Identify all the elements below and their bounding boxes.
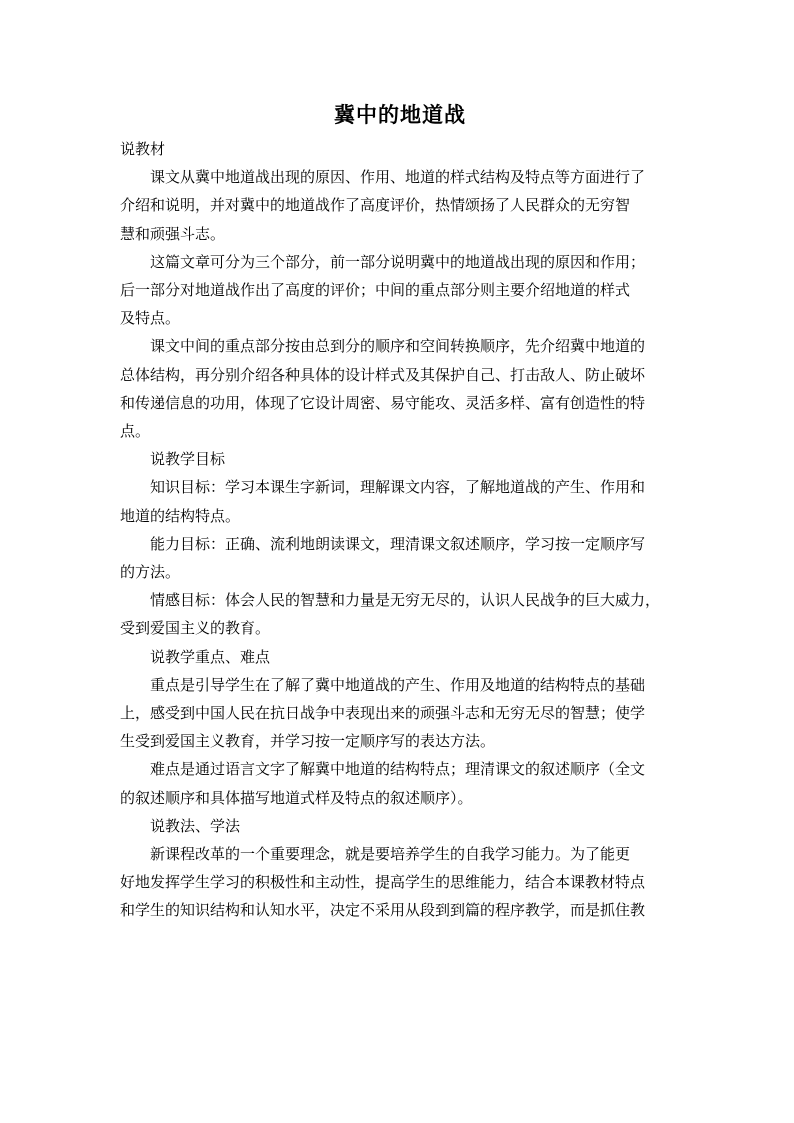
text-line: 难点是通过语言文字了解冀中地道的结构特点；理清课文的叙述顺序（全文 xyxy=(150,760,646,779)
text-line: 说教法、学法 xyxy=(150,816,241,835)
text-line: 的方法。 xyxy=(120,563,181,582)
text-line: 介绍和说明，并对冀中的地道战作了高度评价，热情颂扬了人民群众的无穷智 xyxy=(120,196,631,215)
text-line: 的叙述顺序和具体描写地道式样及特点的叙述顺序）。 xyxy=(120,788,473,807)
document-title: 冀中的地道战 xyxy=(334,102,466,127)
text-line: 地道的结构特点。 xyxy=(120,506,241,525)
text-line: 上，感受到中国人民在抗日战争中表现出来的顽强斗志和无穷无尽的智慧；使学 xyxy=(120,704,646,723)
text-line: 说教学目标 xyxy=(150,450,226,469)
text-line: 课文从冀中地道战出现的原因、作用、地道的样式结构及特点等方面进行了 xyxy=(150,168,646,187)
text-line: 好地发挥学生学习的积极性和主动性，提高学生的思维能力，结合本课教材特点 xyxy=(120,873,646,892)
text-line: 能力目标：正确、流利地朗读课文，理清课文叙述顺序，学习按一定顺序写 xyxy=(150,534,646,553)
text-line: 这篇文章可分为三个部分，前一部分说明冀中的地道战出现的原因和作用； xyxy=(150,252,646,271)
text-line: 受到爱国主义的教育。 xyxy=(120,619,271,638)
text-line: 说教材 xyxy=(120,140,166,158)
document-page xyxy=(120,100,680,925)
text-line: 生受到爱国主义教育，并学习按一定顺序写的表达方法。 xyxy=(120,732,496,751)
text-line: 新课程改革的一个重要理念，就是要培养学生的自我学习能力。为了能更 xyxy=(150,845,631,864)
document-body xyxy=(120,135,680,925)
text-line: 课文中间的重点部分按由总到分的顺序和空间转换顺序，先介绍冀中地道的 xyxy=(150,337,646,356)
text-line: 情感目标：体会人民的智慧和力量是无穷无尽的，认识人民战争的巨大威力， xyxy=(150,591,661,610)
text-line: 后一部分对地道战作出了高度的评价；中间的重点部分则主要介绍地道的样式 xyxy=(120,281,631,300)
text-line: 知识目标：学习本课生字新词，理解课文内容，了解地道战的产生、作用和 xyxy=(150,478,646,497)
text-line: 总体结构，再分别介绍各种具体的设计样式及其保护自己、打击敌人、防止破坏 xyxy=(120,365,646,384)
text-line: 和学生的知识结构和认知水平，决定不采用从段到到篇的程序教学，而是抓住教 xyxy=(120,901,646,920)
text-line: 及特点。 xyxy=(120,309,181,328)
text-line: 重点是引导学生在了解了冀中地道战的产生、作用及地道的结构特点的基础 xyxy=(150,675,646,694)
text-line: 点。 xyxy=(120,422,151,441)
text-line: 说教学重点、难点 xyxy=(150,647,271,666)
text-line: 和传递信息的功用，体现了它设计周密、易守能攻、灵活多样、富有创造性的特 xyxy=(120,393,646,412)
text-line: 慧和顽强斗志。 xyxy=(120,224,226,243)
